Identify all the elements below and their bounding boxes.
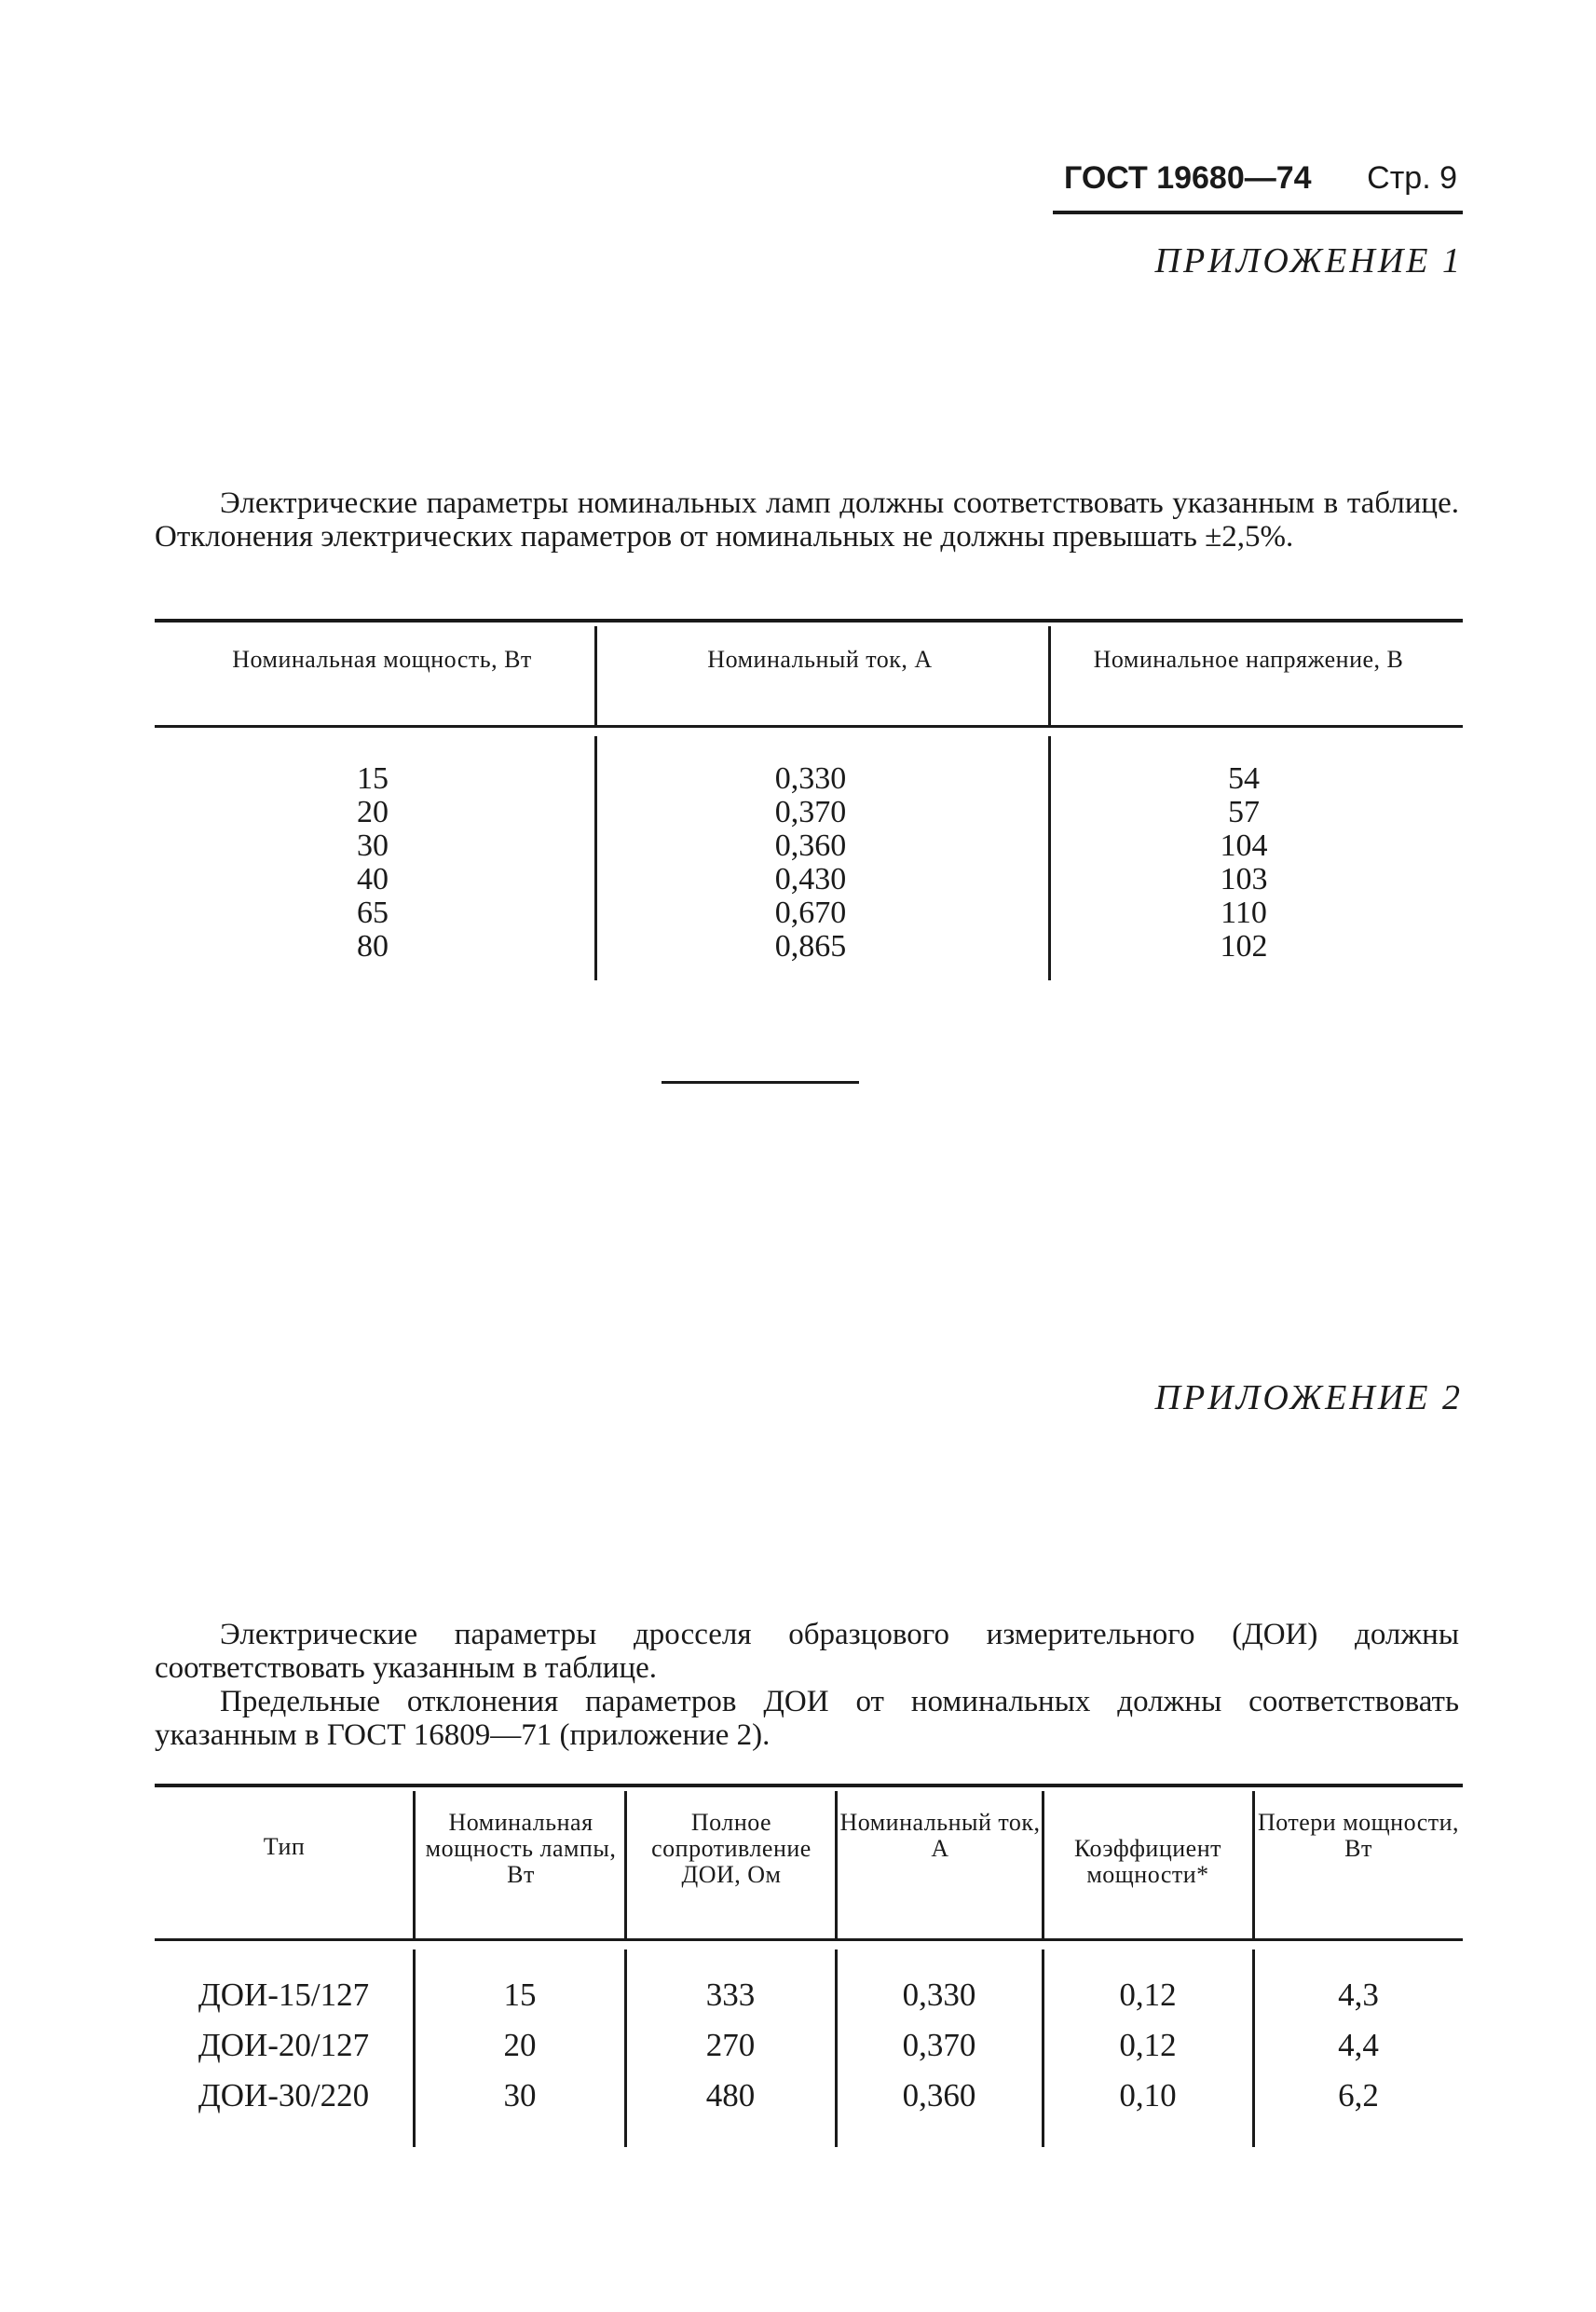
table-1-col-power xyxy=(317,762,429,964)
table-2-header-divider-1 xyxy=(413,1791,416,1938)
table-2-header-power-loss: Потери мощности, Вт xyxy=(1257,1809,1460,1862)
table-1-col-voltage xyxy=(1188,762,1300,964)
table-1-header-voltage: Номинальное напряжение, В xyxy=(1093,646,1404,673)
table-2-header-divider-5 xyxy=(1252,1791,1255,1938)
page-header xyxy=(1053,157,1463,214)
appendix-2-paragraph-2: Предельные отклонения параметров ДОИ от номинальных должны соответствовать указанным в ГОСТ 16809—71 (приложение 2). xyxy=(155,1685,1459,1752)
table-2-header-divider-4 xyxy=(1042,1791,1044,1938)
table-1-header-rule xyxy=(155,725,1463,728)
table-2-header-power-factor: Коэффициент мощности* xyxy=(1074,1835,1221,1888)
table-row xyxy=(155,2020,1463,2071)
table-1-cell: 57 xyxy=(1228,795,1260,829)
table-2-cell-power-loss: 4,3 xyxy=(1338,1977,1379,2013)
table-2-cell-power-loss: 4,4 xyxy=(1338,2027,1379,2063)
table-1-header-divider-2 xyxy=(1048,626,1051,725)
table-1-top-rule xyxy=(155,619,1463,622)
table-2-cell-type: ДОИ-15/127 xyxy=(198,1977,370,2013)
table-1-cell: 0,670 xyxy=(774,896,847,930)
table-2-header-current: Номинальный ток, А xyxy=(839,1809,1041,1862)
table-2-cell-impedance: 480 xyxy=(705,2077,756,2114)
section-separator xyxy=(662,1081,859,1084)
table-1-cell: 110 xyxy=(1221,896,1267,930)
table-1-cell: 15 xyxy=(357,761,389,796)
table-row xyxy=(155,2071,1463,2121)
table-1-cell: 0,360 xyxy=(774,828,847,863)
table-2-cell-power-factor: 0,12 xyxy=(1119,2027,1177,2063)
table-1-cell: 0,330 xyxy=(774,761,847,796)
table-2-cell-type: ДОИ-20/127 xyxy=(198,2027,370,2063)
standard-number: ГОСТ 19680—74 xyxy=(1064,160,1312,196)
appendix-1-paragraph: Электрические параметры номинальных ламп должны соответствовать указанным в таблице. Отклонения электрических параметров от номинальных не должны превышать ±2,5%. xyxy=(155,486,1459,554)
table-1-col-current xyxy=(736,762,885,964)
table-1-cell: 40 xyxy=(357,862,389,896)
table-2-cell-current: 0,330 xyxy=(902,1977,976,2013)
table-2-cell-current: 0,370 xyxy=(902,2027,976,2063)
table-2-header-divider-2 xyxy=(624,1791,627,1938)
table-1-cell: 80 xyxy=(357,929,389,964)
table-1-cell: 102 xyxy=(1220,929,1268,964)
appendix-2-title: ПРИЛОЖЕНИЕ 2 xyxy=(1154,1378,1463,1417)
table-2-cell-power-factor: 0,10 xyxy=(1119,2077,1177,2114)
table-1-body-divider-1 xyxy=(594,736,597,980)
table-2-cell-impedance: 270 xyxy=(705,2027,756,2063)
appendix-2-paragraph-1: Электрические параметры дросселя образцового измерительного (ДОИ) должны соответствовать указанным в таблице. xyxy=(155,1618,1459,1685)
table-2-header-rule xyxy=(155,1938,1463,1941)
table-1-header-divider-1 xyxy=(594,626,597,725)
table-1-cell: 0,865 xyxy=(774,929,847,964)
table-2-cell-power-factor: 0,12 xyxy=(1119,1977,1177,2013)
table-1-cell: 20 xyxy=(357,795,389,829)
page-number: Стр. 9 xyxy=(1367,160,1457,196)
table-2-top-rule xyxy=(155,1784,1463,1787)
table-1-cell: 30 xyxy=(357,828,389,863)
table-1-cell: 54 xyxy=(1228,761,1260,796)
table-2-cell-power-loss: 6,2 xyxy=(1338,2077,1379,2114)
table-2-cell-lamp-power: 15 xyxy=(503,1977,537,2013)
table-2-cell-current: 0,360 xyxy=(902,2077,976,2114)
table-2-header-lamp-power: Номинальная мощность лампы, Вт xyxy=(425,1809,617,1888)
table-2-header-type: Тип xyxy=(263,1833,306,1860)
table-2-cell-type: ДОИ-30/220 xyxy=(198,2077,370,2114)
table-row xyxy=(155,1970,1463,2020)
table-2-cell-lamp-power: 20 xyxy=(503,2027,537,2063)
table-1-header-current: Номинальный ток, А xyxy=(707,646,933,673)
table-2-cell-impedance: 333 xyxy=(705,1977,756,2013)
table-1-cell: 103 xyxy=(1220,862,1268,896)
table-2-header-divider-3 xyxy=(835,1791,838,1938)
table-1-body-divider-2 xyxy=(1048,736,1051,980)
table-1-header-power: Номинальная мощность, Вт xyxy=(232,646,532,673)
table-1-cell: 0,430 xyxy=(774,862,847,896)
appendix-1-title: ПРИЛОЖЕНИЕ 1 xyxy=(1154,241,1463,280)
table-1-cell: 104 xyxy=(1220,828,1268,863)
table-1-cell: 0,370 xyxy=(774,795,847,829)
table-2-cell-lamp-power: 30 xyxy=(503,2077,537,2114)
table-1-cell: 65 xyxy=(357,896,389,930)
table-2-header-impedance: Полное сопротивление ДОИ, Ом xyxy=(651,1809,812,1888)
